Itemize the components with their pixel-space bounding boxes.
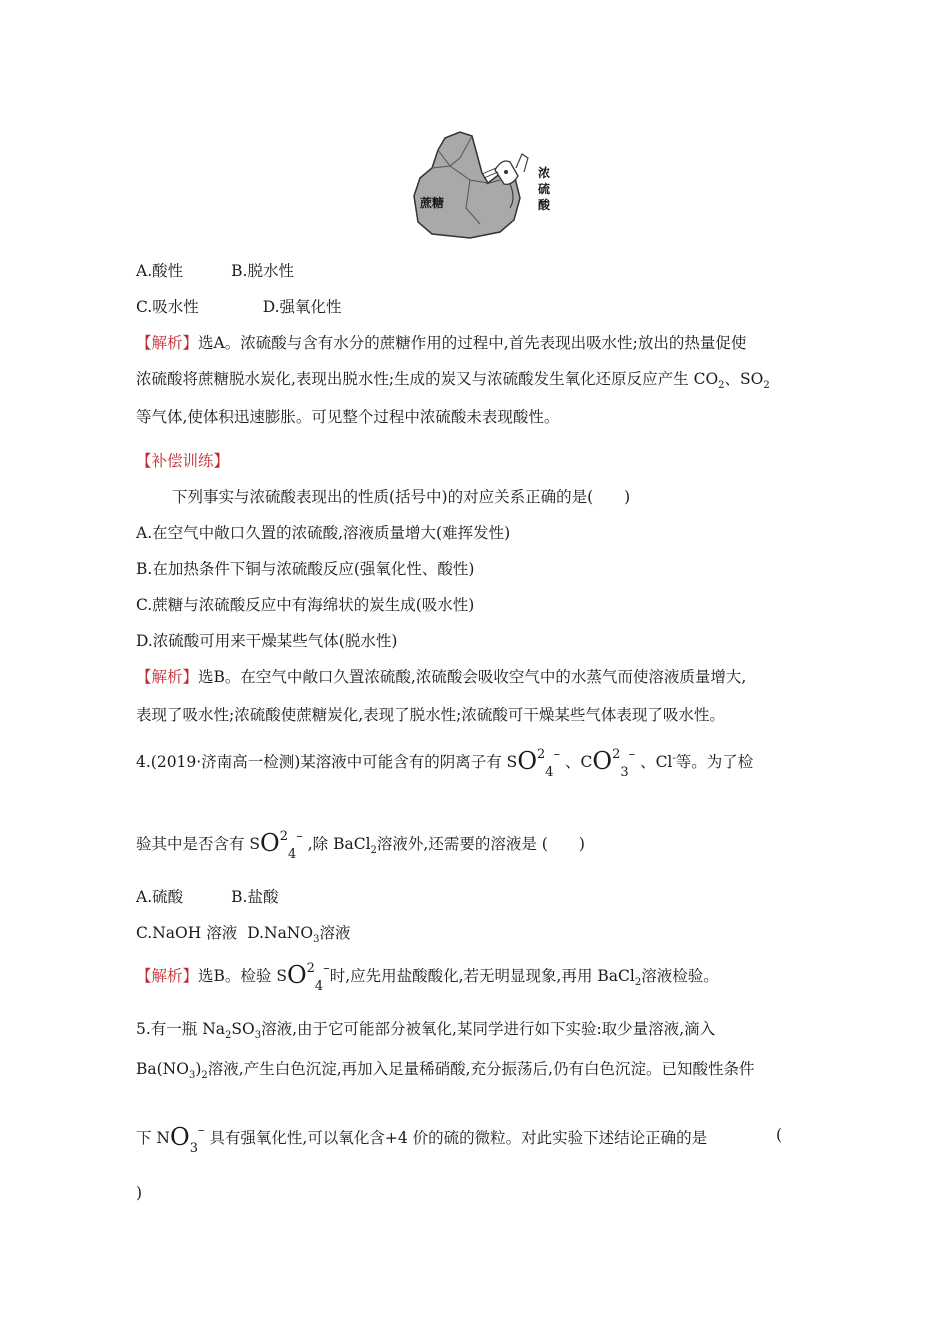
analysis-tag: 【解析】 <box>136 668 199 686</box>
analysis-text: 选B。在空气中敞口久置浓硫酸,浓硫酸会吸收空气中的水蒸气而使溶液质量增大, <box>198 668 747 686</box>
ion-charge: 2 <box>306 961 315 976</box>
q4-text: 、C <box>565 753 593 771</box>
q5-text: Ba(NO <box>136 1060 189 1078</box>
q4-option-d-text: 溶液 <box>319 924 351 942</box>
ion-sign: – <box>553 747 561 762</box>
analysis-text: 、SO <box>724 370 764 388</box>
q4-line-2 <box>136 829 585 862</box>
q5-text: 下 N <box>136 1129 170 1147</box>
acid-label-2: 硫 <box>538 182 551 196</box>
analysis-text: 时,应先用盐酸酸化,若无明显现象,再用 BaCl <box>329 967 635 985</box>
q4-option-b: B.盐酸 <box>231 888 279 906</box>
q4-text: 溶液外,还需要的溶液是 ( ) <box>376 835 585 853</box>
ion-charge: 2 <box>612 747 621 762</box>
subscript: 2 <box>634 977 642 988</box>
subscript: 2 <box>763 380 770 391</box>
ion-subscript: 4 <box>314 979 324 994</box>
supplement-stem: 下列事实与浓硫酸表现出的性质(括号中)的对应关系正确的是( ) <box>172 488 631 506</box>
ion-sign: – <box>628 747 636 762</box>
subscript: 3 <box>254 1030 262 1041</box>
q5-text: 溶液,产生白色沉淀,再加入足量稀硝酸,充分振荡后,仍有白色沉淀。已知酸性条件 <box>207 1060 755 1078</box>
ion-o: O <box>517 747 537 775</box>
q4-option-d <box>247 924 351 945</box>
prev-options-row-1 <box>136 260 294 282</box>
prev-analysis-line-2 <box>136 368 770 393</box>
q4-text: 验其中是否含有 S <box>136 835 261 853</box>
q4-analysis <box>136 961 719 994</box>
prev-options-row-2 <box>136 296 342 318</box>
prev-option-d: D.强氧化性 <box>262 298 342 316</box>
analysis-text: 溶液检验。 <box>641 967 719 985</box>
sugar-label: 蔗糖 <box>420 196 445 210</box>
ion-charge: 2 <box>537 747 546 762</box>
q4-line-1 <box>136 747 754 780</box>
q5-paren-open: ( <box>776 1126 783 1144</box>
analysis-tag: 【解析】 <box>136 967 199 985</box>
q5-text: 具有强氧化性,可以氧化含+4 价的硫的微粒。对此实验下述结论正确的是 <box>209 1129 708 1147</box>
ion-sign: – <box>296 829 303 844</box>
ion-o: O <box>286 961 307 989</box>
subscript: 3 <box>313 934 320 945</box>
q5-text: ) <box>195 1060 202 1078</box>
acid-label-3: 酸 <box>538 198 551 212</box>
supplement-analysis-line-2: 表现了吸水性;浓硫酸使蔗糖炭化,表现了脱水性;浓硫酸可干燥某些气体表现了吸水性。 <box>136 706 725 724</box>
subscript: 3 <box>188 1070 196 1081</box>
prev-analysis-line-3: 等气体,使体积迅速膨胀。可见整个过程中浓硫酸未表现酸性。 <box>136 408 560 426</box>
supplement-option-b: B.在加热条件下铜与浓硫酸反应(强氧化性、酸性) <box>136 560 475 578</box>
q5-paren-close: ) <box>136 1184 143 1202</box>
q5-text: 溶液,由于它可能部分被氧化,某同学进行如下实验:取少量溶液,滴入 <box>261 1020 716 1038</box>
q4-text: ,除 BaCl <box>307 835 371 853</box>
supplement-option-c: C.蔗糖与浓硫酸反应中有海绵状的炭生成(吸水性) <box>136 596 475 614</box>
ion-o: O <box>170 1123 190 1151</box>
supplement-option-d: D.浓硫酸可用来干燥某些气体(脱水性) <box>136 632 398 650</box>
ion-sign: - <box>672 753 676 764</box>
q4-text: 等。为了检 <box>675 753 754 771</box>
ion-sign: – <box>323 961 330 976</box>
ion-subscript: 3 <box>620 765 629 780</box>
q4-options-row-1 <box>136 886 278 908</box>
q4-option-d-text: D.NaNO <box>247 924 314 942</box>
prev-option-a: A.酸性 <box>136 262 184 280</box>
ion-sign: – <box>197 1123 205 1138</box>
supplement-analysis-line-1 <box>136 666 746 688</box>
q5-text: 5.有一瓶 Na <box>136 1020 226 1038</box>
subscript: 2 <box>225 1030 232 1041</box>
q4-text: 4.(2019·济南高一检测)某溶液中可能含有的阴离子有 S <box>136 753 518 771</box>
ion-charge: 2 <box>279 829 289 844</box>
q5-line-3 <box>136 1123 708 1156</box>
subscript: 2 <box>718 380 725 391</box>
subscript: 2 <box>201 1070 208 1081</box>
analysis-text: 选A。浓硫酸与含有水分的蔗糖作用的过程中,首先表现出吸水性;放出的热量促使 <box>198 334 747 352</box>
q4-text: 、Cl <box>640 753 673 771</box>
acid-label-1: 浓 <box>538 166 551 180</box>
ion-subscript: 3 <box>189 1141 198 1156</box>
analysis-text: 浓硫酸将蔗糖脱水炭化,表现出脱水性;生成的炭又与浓硫酸发生氧化还原反应产生 CO <box>136 370 719 388</box>
analysis-text: 选B。检验 S <box>198 967 287 985</box>
subscript: 2 <box>370 845 377 856</box>
q4-options-row-2 <box>136 922 350 947</box>
q4-option-a: A.硫酸 <box>136 888 184 906</box>
q5-line-1 <box>136 1018 715 1043</box>
supplement-tag: 【补偿训练】 <box>136 452 230 470</box>
analysis-tag: 【解析】 <box>136 334 199 352</box>
ion-subscript: 4 <box>545 765 554 780</box>
q5-text: SO <box>231 1020 255 1038</box>
ion-o: O <box>260 829 280 857</box>
q4-option-c: C.NaOH 溶液 <box>136 924 238 942</box>
supplement-option-a: A.在空气中敞口久置的浓硫酸,溶液质量增大(难挥发性) <box>136 524 511 542</box>
ion-subscript: 4 <box>288 847 297 862</box>
q5-line-2 <box>136 1058 754 1083</box>
prev-analysis-line-1 <box>136 332 746 354</box>
ion-o: O <box>592 747 613 775</box>
prev-option-b: B.脱水性 <box>231 262 294 280</box>
prev-option-c: C.吸水性 <box>136 298 199 316</box>
sugar-acid-figure <box>410 128 560 240</box>
